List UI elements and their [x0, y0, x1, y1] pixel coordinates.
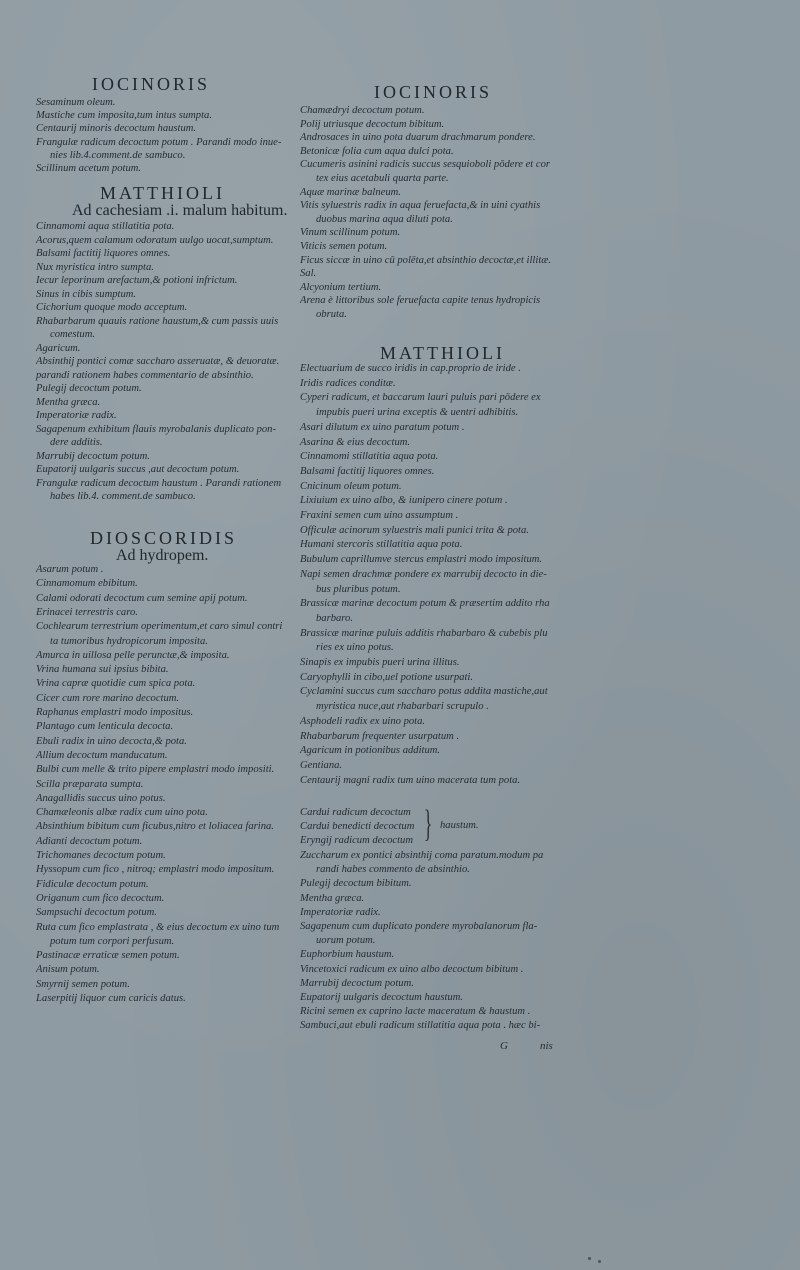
entry-line: Brassicæ marinæ puluis additis rhabarbaro & cubebis plu — [300, 627, 548, 639]
entry-line: Frangulæ radicum decoctum haustum . Parandi rationem — [36, 477, 282, 489]
entry-line: Agaricum. — [36, 342, 81, 354]
entry-line: Erinacei terrestris caro. — [36, 606, 138, 618]
entry-line: Pulegij decoctum potum. — [36, 383, 142, 394]
entry-line: Cichorium quoque modo acceptum. — [36, 302, 188, 313]
brace-label: haustum. — [440, 820, 479, 831]
entry-line: Chamædryi decoctum potum. — [300, 105, 425, 116]
entry-line: ries ex uino potus. — [316, 642, 394, 654]
entry-line: Sinapis ex impubis pueri urina illitus. — [300, 657, 460, 668]
section-heading: MATTHIOLI — [380, 343, 505, 363]
entry-line: obruta. — [316, 309, 347, 320]
braced-entry: Cardui benedicti decoctum — [300, 821, 415, 833]
entry-line: Scilla præparata sumpta. — [36, 778, 144, 790]
section-heading: DIOSCORIDIS — [90, 528, 238, 548]
entry-line: bus pluribus potum. — [316, 583, 401, 595]
entry-line: Asari dilutum ex uino paratum potum . — [300, 421, 465, 433]
entry-line: Fidiculæ decoctum potum. — [36, 878, 149, 890]
entry-line: Cyperi radicum, et baccarum lauri puluis pari pōdere ex — [300, 392, 541, 404]
entry-line: Asphodeli radix ex uino pota. — [300, 715, 426, 727]
ink-spot — [588, 1257, 591, 1260]
entry-line: Cnicinum oleum potum. — [300, 480, 402, 492]
entry-line: habes lib.4. comment.de sambuco. — [50, 491, 196, 502]
braced-entry: Cardui radicum decoctum — [300, 807, 411, 818]
entry-line: Sambuci,aut ebuli radicum stillatitia aqua pota . hæc bi- — [300, 1020, 541, 1032]
entry-line: Ebuli radix in uino decocta,& pota. — [36, 735, 187, 747]
entry-line: Mastiche cum imposita,tum intus sumpta. — [36, 110, 212, 122]
entry-line: Raphanus emplastri modo impositus. — [36, 707, 194, 718]
entry-line: Frangulæ radicum decoctum potum . Parandi modo inue- — [36, 136, 282, 148]
entry-line: Humani stercoris stillatitia aqua pota. — [300, 539, 463, 551]
entry-line: Scillinum acetum potum. — [36, 163, 142, 174]
entry-line: tex eius acetabuli quarta parte. — [316, 173, 449, 184]
entry-line: comestum. — [50, 329, 96, 340]
entry-line: Sal. — [300, 268, 317, 280]
entry-line: Sinus in cibis sumptum. — [36, 288, 137, 300]
signature-mark: G — [500, 1040, 508, 1052]
entry-line: Plantago cum lenticula decocta. — [36, 721, 174, 733]
entry-line: myristica nuce,aut rhabarbari scrupulo . — [316, 701, 489, 713]
entry-line: Eupatorij uulgaris succus ,aut decoctum potum. — [36, 464, 240, 475]
entry-line: Cicer cum rore marino decoctum. — [36, 692, 180, 704]
entry-line: Balsami factitij liquores omnes. — [36, 248, 171, 259]
entry-line: Cinnamomum ebibitum. — [36, 578, 138, 590]
entry-line: Cinnamomi aqua stillatitia pota. — [36, 221, 175, 232]
entry-line: Origanum cum fico decoctum. — [36, 892, 165, 904]
entry-line: Vitis syluestris radix in aqua feruefacta,& in uini cyathis — [300, 200, 541, 212]
section-subheading: Ad hydropem. — [116, 547, 209, 564]
entry-line: Rhabarbarum quauis ratione haustum,& cum passis uuis — [36, 315, 279, 327]
entry-line: Balsami factitij liquores omnes. — [300, 465, 435, 477]
entry-line: potum tum corpori perfusum. — [50, 935, 175, 947]
entry-line: Adianti decoctum potum. — [36, 835, 143, 847]
entry-line: ta tumoribus hydropicorum imposita. — [50, 635, 208, 647]
entry-line: Mentha græca. — [36, 396, 101, 408]
entry-line: Viticis semen potum. — [300, 241, 388, 252]
entry-line: Asarum potum . — [36, 564, 104, 575]
entry-line: Gentiana. — [300, 759, 343, 771]
entry-line: Calami odorati decoctum cum semine apij potum. — [36, 592, 248, 604]
entry-line: Sesaminum oleum. — [36, 97, 116, 108]
entry-line: Centaurij minoris decoctum haustum. — [36, 123, 197, 135]
entry-line: Hyssopum cum fico , nitroq; emplastri modo impositum. — [36, 864, 275, 876]
entry-line: Betonicæ folia cum aqua dulci pota. — [300, 145, 454, 157]
entry-line: Arena è littoribus sole feruefacta capite tenus hydropicis — [300, 295, 541, 307]
entry-line: barbaro. — [316, 612, 353, 624]
entry-line: impubis pueri urina exceptis & uentri adhibitis. — [316, 407, 519, 419]
entry-line: Vincetoxici radicum ex uino albo decoctum bibitum . — [300, 963, 524, 975]
entry-line: Vinum scillinum potum. — [300, 227, 401, 239]
entry-line: Electuarium de succo iridis in cap.proprio de iride . — [300, 363, 521, 374]
ink-spot — [598, 1260, 601, 1263]
entry-line: Lixiuium ex uino albo, & iunipero cinere potum . — [300, 495, 508, 507]
entry-line: Fraxini semen cum uino assumptum . — [300, 510, 459, 521]
entry-line: Nux myristica intro sumpta. — [36, 261, 154, 273]
entry-line: Smyrnij semen potum. — [36, 978, 130, 990]
entry-line: Allium decoctum manducatum. — [36, 749, 168, 761]
entry-line: Vrina humana sui ipsius bibita. — [36, 664, 169, 676]
entry-line: Acorus,quem calamum odoratum uulgo uocat,sumptum. — [36, 234, 274, 246]
entry-line: Euphorbium haustum. — [300, 949, 395, 961]
entry-line: Centaurij magni radix tum uino macerata tum pota. — [300, 774, 521, 786]
entry-line: Pastinacæ erraticæ semen potum. — [36, 950, 180, 962]
entry-line: Cinnamomi stillatitia aqua pota. — [300, 451, 439, 463]
entry-line: Chamæleonis albæ radix cum uino pota. — [36, 807, 208, 819]
entry-line: Pulegij decoctum bibitum. — [300, 878, 412, 890]
entry-line: Agaricum in potionibus additum. — [300, 745, 441, 757]
entry-line: Mentha græca. — [300, 892, 365, 904]
entry-line: Iecur leporinum arefactum,& potioni infrictum. — [36, 275, 238, 286]
entry-line: Zuccharum ex pontici absinthij coma paratum.modum pa — [300, 850, 544, 861]
entry-line: Laserpitij liquor cum caricis datus. — [36, 993, 186, 1004]
entry-line: randi habes commento de absinthio. — [316, 864, 470, 876]
entry-line: Sagapenum cum duplicato pondere myrobalanorum fla- — [300, 921, 538, 932]
entry-line: dere additis. — [50, 437, 103, 448]
entry-line: Iridis radices conditæ. — [300, 377, 396, 389]
section-heading: MATTHIOLI — [100, 183, 225, 203]
entry-line: Napi semen drachmæ pondere ex marrubij decocto in die- — [300, 568, 547, 580]
section-heading: IOCINORIS — [374, 82, 493, 102]
entry-line: uorum potum. — [316, 935, 376, 947]
entry-line: Absinthium bibitum cum ficubus,nitro et loliacea farina. — [36, 821, 274, 833]
entry-line: Sampsuchi decoctum potum. — [36, 907, 157, 919]
entry-line: Marrubij decoctum potum. — [36, 450, 150, 462]
curly-brace: } — [424, 803, 433, 845]
entry-line: Imperatoriæ radix. — [300, 906, 381, 918]
section-heading: IOCINORIS — [92, 74, 211, 94]
entry-line: Sagapenum exhibitum flauis myrobalanis duplicato pon- — [36, 423, 277, 435]
entry-line: Amurca in uillosa pelle perunctæ,& imposita. — [36, 649, 230, 661]
braced-entry: Eryngij radicum decoctum — [300, 835, 413, 847]
entry-line: Imperatoriæ radix. — [36, 410, 117, 421]
entry-line: Vrina capræ quotidie cum spica pota. — [36, 678, 196, 690]
entry-line: Asarina & eius decoctum. — [300, 436, 411, 448]
entry-line: Brassicæ marinæ decoctum potum & præsertim addito rha — [300, 598, 550, 610]
entry-line: Officulæ acinorum syluestris mali punici trita & pota. — [300, 524, 529, 536]
entry-line: Eupatorij uulgaris decoctum haustum. — [300, 992, 464, 1003]
entry-line: parandi rationem habes commentario de absinthio. — [36, 369, 254, 381]
entry-line: Rhabarbarum frequenter usurpatum . — [300, 730, 460, 742]
entry-line: Ricini semen ex caprino lacte maceratum & haustum . — [300, 1006, 531, 1018]
entry-line: Anisum potum. — [36, 964, 100, 976]
entry-line: Marrubij decoctum potum. — [300, 977, 414, 989]
entry-line: Bubulum caprillumve stercus emplastri modo impositum. — [300, 554, 543, 566]
section-subheading: Ad cachesiam .i. malum habitum. — [72, 202, 288, 219]
entry-line: Aquæ marinæ balneum. — [300, 186, 401, 198]
entry-line: Polij utriusque decoctum bibitum. — [300, 118, 445, 130]
entry-line: nies lib.4.comment.de sambuco. — [50, 149, 186, 161]
catchword: nis — [540, 1040, 553, 1052]
entry-line: Cyclamini succus cum saccharo potus addita mastiche,aut — [300, 686, 548, 698]
entry-line: Androsaces in uino pota duarum drachmarum pondere. — [300, 132, 536, 144]
entry-line: Cucumeris asinini radicis succus sesquioboli pōdere et cor — [300, 159, 551, 171]
entry-line: Alcyonium tertium. — [300, 281, 382, 293]
entry-line: Ficus siccæ in uino cū polēta,et absinthio decoctæ,et illitæ. — [300, 254, 551, 266]
entry-line: Ruta cum fico emplastrata , & eius decoctum ex uino tum — [36, 921, 280, 933]
entry-line: Bulbi cum melle & trito pipere emplastri modo impositi. — [36, 764, 275, 776]
entry-line: Cochlearum terrestrium operimentum,et caro simul contri — [36, 621, 283, 633]
entry-line: Caryophylli in cibo,uel potione usurpati. — [300, 671, 474, 683]
entry-line: Absinthij pontici comæ saccharo asseruatæ, & deuoratæ. — [36, 356, 280, 367]
entry-line: Trichomanes decoctum potum. — [36, 850, 166, 861]
entry-line: duobus marina aqua diluti pota. — [316, 213, 453, 225]
entry-line: Anagallidis succus uino potus. — [36, 792, 166, 804]
